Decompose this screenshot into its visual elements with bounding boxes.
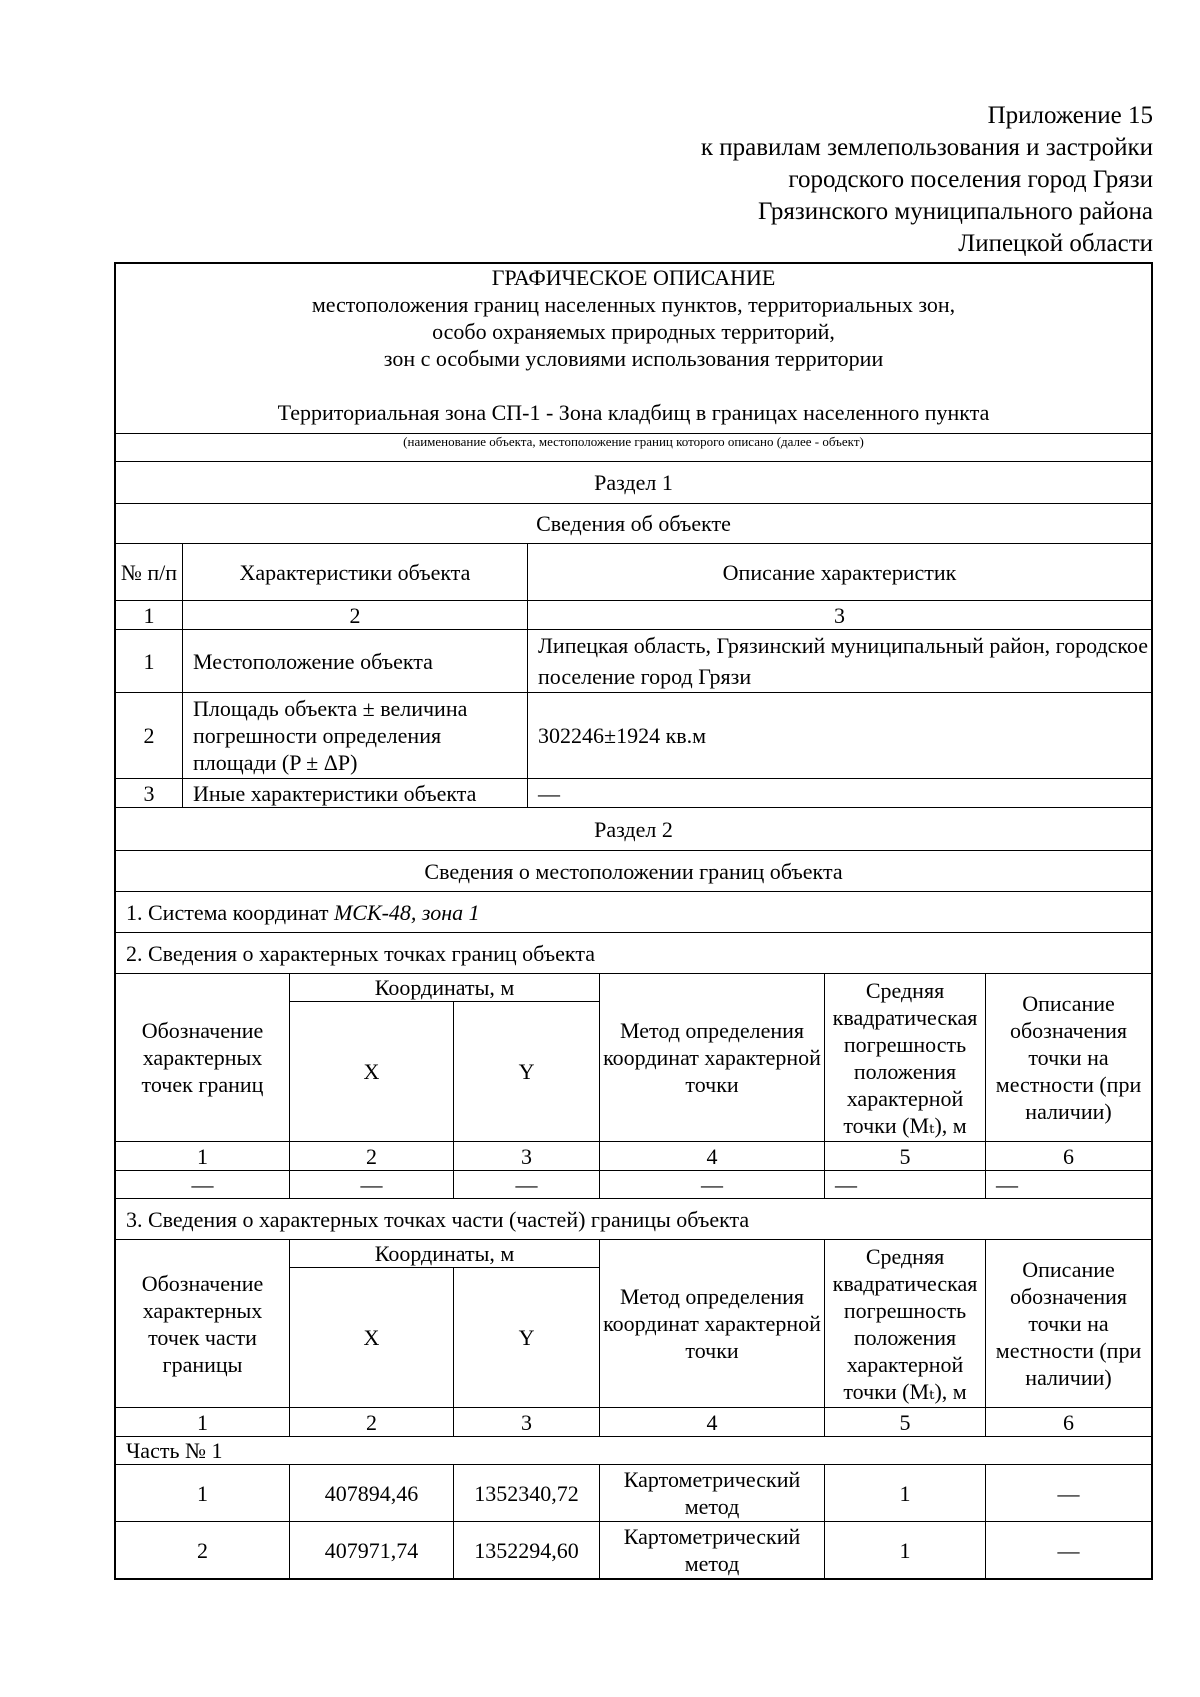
point-number: 1: [116, 1465, 290, 1522]
col-header-accuracy: Средняя квадратическая погрешность положения характерной точки (Mₜ), м: [825, 1240, 986, 1408]
point-description: —: [986, 1465, 1152, 1522]
characteristic-name: Местоположение объекта: [183, 630, 528, 693]
empty-cell: —: [986, 1171, 1152, 1199]
header-line: к правилам землепользования и застройки: [700, 134, 1153, 161]
col-header-x: X: [290, 1268, 454, 1408]
col-header-point-designation: Обозначение характерных точек части границы: [116, 1240, 290, 1408]
object-info-table: [115, 543, 1152, 808]
coordinate-system-value: МСК-48, зона 1: [333, 899, 480, 925]
point-method: Картометрический метод: [600, 1522, 825, 1579]
col-number: 4: [600, 1142, 825, 1171]
header-line: Приложение 15: [987, 102, 1153, 129]
col-number: 1: [116, 1142, 290, 1171]
col-number: 2: [183, 601, 528, 630]
section1-label: Раздел 1: [116, 462, 1152, 504]
point-description: —: [986, 1522, 1152, 1579]
appendix-header: [453, 100, 1153, 260]
point-y: 1352340,72: [454, 1465, 600, 1522]
characteristic-name: Площадь объекта ± величина погрешности определения площади (P ± ΔP): [183, 693, 528, 779]
row-number: 2: [116, 693, 183, 779]
col-header-number: № п/п: [116, 544, 183, 601]
characteristic-value: 302246±1924 кв.м: [528, 693, 1152, 779]
col-number: 2: [290, 1142, 454, 1171]
section2-heading: Сведения о местоположении границ объекта: [116, 851, 1152, 892]
col-header-coordinates: Координаты, м: [290, 1240, 600, 1268]
col-number: 6: [986, 1408, 1152, 1437]
col-header-point-designation: Обозначение характерных точек границ: [116, 974, 290, 1142]
empty-cell: —: [116, 1171, 290, 1199]
point-y: 1352294,60: [454, 1522, 600, 1579]
col-header-x: X: [290, 1002, 454, 1142]
point-accuracy: 1: [825, 1465, 986, 1522]
part-points-table: [115, 1239, 1152, 1579]
col-number: 4: [600, 1408, 825, 1437]
document-title: ГРАФИЧЕСКОЕ ОПИСАНИЕ: [491, 265, 776, 290]
header-line: городского поселения город Грязи: [788, 166, 1153, 193]
col-header-method: Метод определения координат характерной точки: [600, 974, 825, 1142]
section2-label: Раздел 2: [116, 808, 1152, 851]
object-name: Территориальная зона СП-1 - Зона кладбищ в границах населенного пункта: [277, 400, 990, 425]
empty-cell: —: [454, 1171, 600, 1199]
col-number: 6: [986, 1142, 1152, 1171]
col-header-y: Y: [454, 1002, 600, 1142]
point-x: 407894,46: [290, 1465, 454, 1522]
col-header-accuracy: Средняя квадратическая погрешность положения характерной точки (Mₜ), м: [825, 974, 986, 1142]
point-number: 2: [116, 1522, 290, 1579]
section1-heading: Сведения об объекте: [116, 504, 1152, 544]
col-number: 1: [116, 1408, 290, 1437]
col-header-characteristics: Характеристики объекта: [183, 544, 528, 601]
characteristic-name: Иные характеристики объекта: [183, 779, 528, 808]
title-table: [115, 263, 1152, 544]
points-heading: 2. Сведения о характерных точках границ объекта: [116, 933, 1152, 974]
section2-headings: [115, 807, 1152, 974]
parts-heading: 3. Сведения о характерных точках части (частей) границы объекта: [116, 1199, 1152, 1240]
graphic-description-form: [114, 262, 1153, 1580]
col-number: 2: [290, 1408, 454, 1437]
col-header-coordinates: Координаты, м: [290, 974, 600, 1002]
coordinate-system: [116, 892, 1152, 933]
title-subline: местоположения границ населенных пунктов, территориальных зон,: [311, 292, 956, 317]
boundary-points-table: [115, 973, 1152, 1240]
col-number: 5: [825, 1408, 986, 1437]
table-row: [116, 1522, 1152, 1579]
header-line: Грязинского муниципального района: [758, 198, 1153, 225]
col-header-point-description: Описание обозначения точки на местности (при наличии): [986, 974, 1152, 1142]
col-header-description: Описание характеристик: [528, 544, 1152, 601]
point-method: Картометрический метод: [600, 1465, 825, 1522]
characteristic-value: —: [528, 779, 1152, 808]
row-number: 1: [116, 630, 183, 693]
col-header-y: Y: [454, 1268, 600, 1408]
characteristic-value: Липецкая область, Грязинский муниципальный район, городское поселение город Грязи: [528, 630, 1152, 693]
header-line: Липецкой области: [958, 230, 1153, 257]
empty-cell: —: [290, 1171, 454, 1199]
coordinate-system-prefix: 1. Система координат: [126, 899, 334, 925]
object-caption: (наименование объекта, местоположение границ которого описано (далее - объект): [116, 434, 1152, 462]
title-cell: [116, 264, 1152, 434]
col-number: 5: [825, 1142, 986, 1171]
title-subline: зон с особыми условиями использования территории: [383, 346, 884, 371]
part-label: Часть № 1: [116, 1437, 1152, 1465]
col-number: 3: [454, 1142, 600, 1171]
col-number: 1: [116, 601, 183, 630]
empty-cell: —: [600, 1171, 825, 1199]
col-number: 3: [528, 601, 1152, 630]
point-x: 407971,74: [290, 1522, 454, 1579]
title-subline: особо охраняемых природных территорий,: [432, 319, 835, 344]
col-header-method: Метод определения координат характерной точки: [600, 1240, 825, 1408]
col-number: 3: [454, 1408, 600, 1437]
empty-cell: —: [825, 1171, 986, 1199]
row-number: 3: [116, 779, 183, 808]
point-accuracy: 1: [825, 1522, 986, 1579]
table-row: [116, 1465, 1152, 1522]
col-header-point-description: Описание обозначения точки на местности (при наличии): [986, 1240, 1152, 1408]
